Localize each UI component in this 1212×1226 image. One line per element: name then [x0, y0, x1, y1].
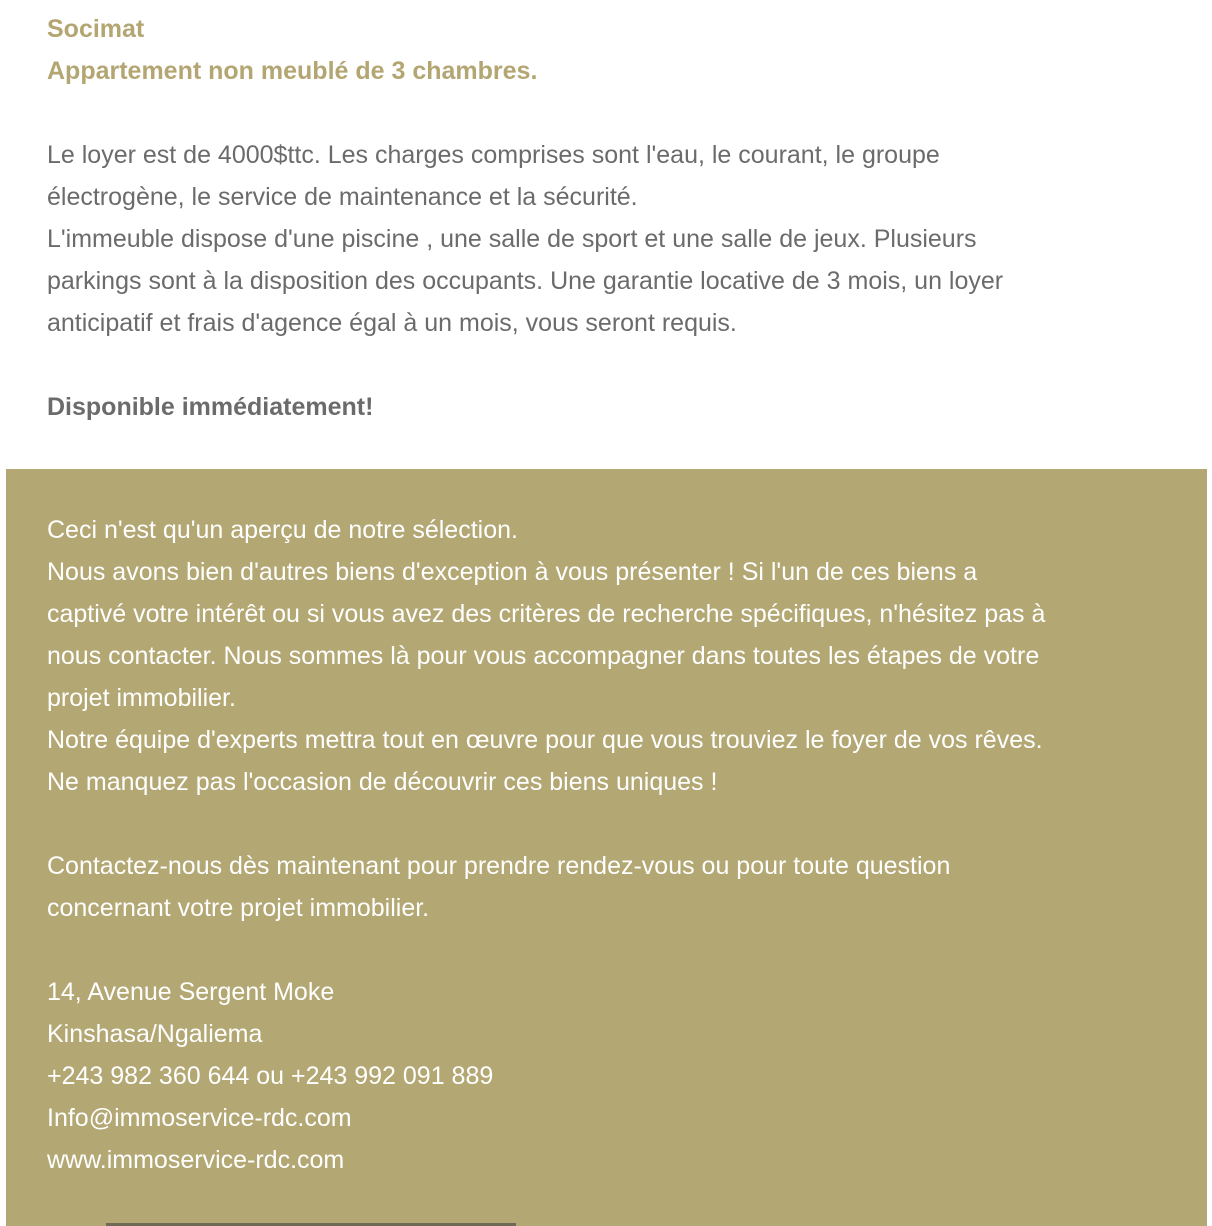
footer-content	[47, 509, 1177, 1181]
footer-intro	[47, 509, 1177, 803]
description-line: parkings sont à la disposition des occupants. Une garantie locative de 3 mois, un loyer	[47, 267, 1004, 295]
description-line: Le loyer est de 4000$ttc. Les charges comprises sont l'eau, le courant, le groupe	[47, 141, 940, 169]
agency-name: Socimat	[47, 15, 145, 43]
intro-line: captivé votre intérêt ou si vous avez des critères de recherche spécifiques, n'hésitez pas à	[47, 600, 1046, 628]
phone-numbers[interactable]: +243 982 360 644 ou +243 992 091 889	[47, 1062, 494, 1090]
address-city: Kinshasa/Ngaliema	[47, 1020, 263, 1048]
intro-line: projet immobilier.	[47, 684, 236, 712]
spacer	[47, 92, 1187, 134]
spacer	[47, 803, 1177, 845]
spacer	[47, 929, 1177, 971]
intro-line: Ne manquez pas l'occasion de découvrir ces biens uniques !	[47, 768, 718, 796]
intro-line: Nous avons bien d'autres biens d'exception à vous présenter ! Si l'un de ces biens a	[47, 558, 978, 586]
spacer	[47, 344, 1187, 386]
description-line: L'immeuble dispose d'une piscine , une salle de sport et une salle de jeux. Plusieurs	[47, 225, 977, 253]
contact-prompt-line: concernant votre projet immobilier.	[47, 894, 430, 922]
contact-footer	[6, 469, 1207, 1226]
email-link[interactable]: Info@immoservice-rdc.com	[47, 1104, 352, 1132]
description-line: anticipatif et frais d'agence égal à un mois, vous seront requis.	[47, 309, 737, 337]
description-line: électrogène, le service de maintenance et la sécurité.	[47, 183, 638, 211]
listing-title: Appartement non meublé de 3 chambres.	[47, 57, 538, 85]
intro-line: Notre équipe d'experts mettra tout en œuvre pour que vous trouviez le foyer de vos rêves.	[47, 726, 1043, 754]
contact-details	[47, 971, 1177, 1181]
contact-prompt	[47, 845, 1177, 929]
contact-prompt-line: Contactez-nous dès maintenant pour prendre rendez-vous ou pour toute question	[47, 852, 951, 880]
intro-line: nous contacter. Nous sommes là pour vous accompagner dans toutes les étapes de votre	[47, 642, 1040, 670]
listing-section	[47, 8, 1187, 428]
listing-description	[47, 134, 1187, 344]
intro-line: Ceci n'est qu'un aperçu de notre sélection.	[47, 516, 518, 544]
website-link[interactable]: www.immoservice-rdc.com	[47, 1146, 345, 1174]
address-street: 14, Avenue Sergent Moke	[47, 978, 335, 1006]
availability-notice: Disponible immédiatement!	[47, 393, 374, 421]
